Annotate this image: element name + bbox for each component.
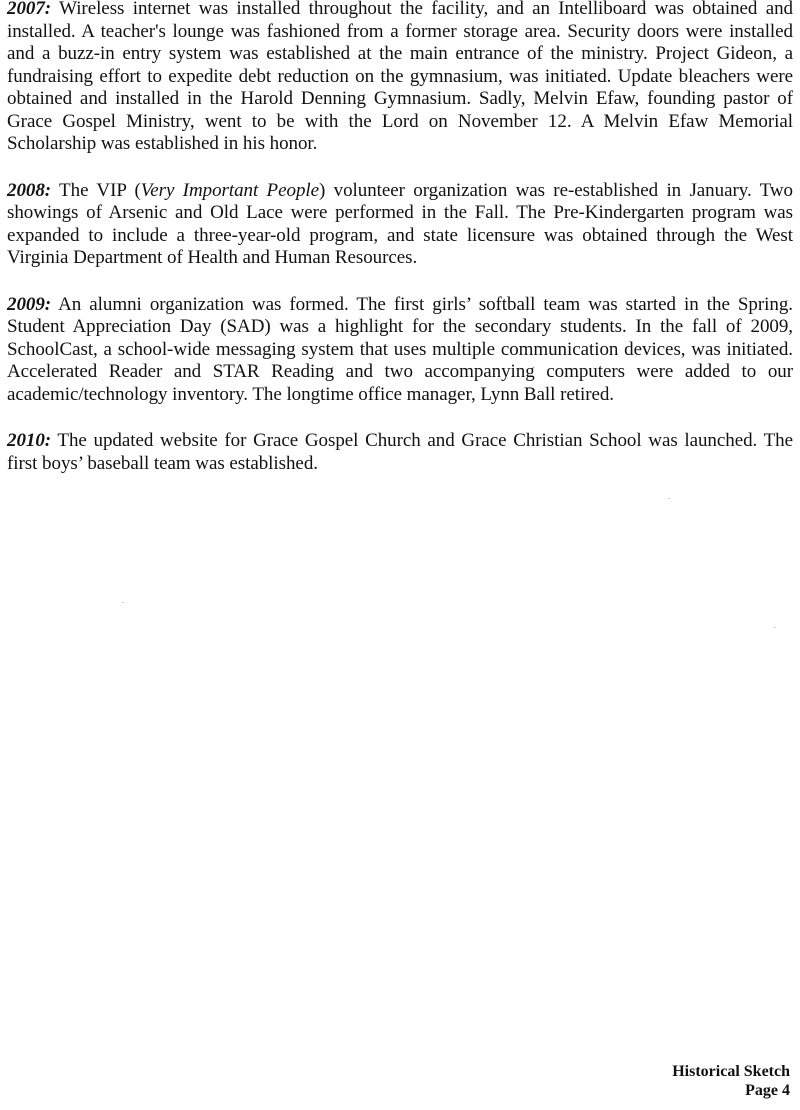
entry-2007 [7, 0, 793, 156]
page-number: Page 4 [745, 1082, 790, 1099]
entry-2010 [7, 430, 793, 475]
scan-speck [774, 627, 776, 628]
entry-text: An alumni organization was formed. The first girls’ softball team was started in the Spring. Student Appreciation Day (SAD) was a highlight for the secondary students. In the fall of 2009, SchoolCast, a school-wide messaging system that uses multiple communication devices, was initiated. Accelerated Reader and STAR Reading and two accompanying computers were added to our academic/technology inventory. The longtime office manager, Lynn Ball retired. [7, 293, 793, 405]
footer-title: Historical Sketch [672, 1063, 790, 1080]
entry-text: The updated website for Grace Gospel Church and Grace Christian School was launched. The first boys’ baseball team was established. [7, 430, 793, 474]
entry-year: 2007: [7, 0, 52, 19]
entry-year: 2010: [7, 430, 52, 451]
document-body [7, 0, 793, 499]
entry-year: 2009: [7, 293, 52, 315]
entry-year: 2008: [7, 179, 52, 201]
entry-text: The VIP ( [51, 179, 141, 201]
entry-text-italic: Very Important People [140, 179, 320, 201]
entry-2009 [7, 294, 793, 407]
page-footer [672, 1062, 790, 1100]
entry-2008 [7, 180, 793, 270]
entry-text: Wireless internet was installed throughout the facility, and an Intelliboard was obtained and installed. A teacher's lounge was fashioned from a former storage area. Security doors were installed and a buzz-in entry system was established at the main entrance of the ministry. Project Gideon, a fundraising effort to expedite debt reduction on the gymnasium, was initiated. Update bleachers were obtained and installed in the Harold Denning Gymnasium. Sadly, Melvin Efaw, founding pastor of Grace Gospel Ministry, went to be with the Lord on November 12. A Melvin Efaw Memorial Scholarship was established in his honor. [7, 0, 793, 154]
scan-speck [668, 498, 670, 499]
scan-speck [122, 602, 124, 603]
entry-text: ) volunteer organization was re-established in January. Two showings of Arsenic and Old Lace were performed in the Fall. The Pre-Kindergarten program was expanded to include a three-year-old program, and state licensure was obtained through the West Virginia Department of Health and Human Resources. [7, 179, 793, 268]
